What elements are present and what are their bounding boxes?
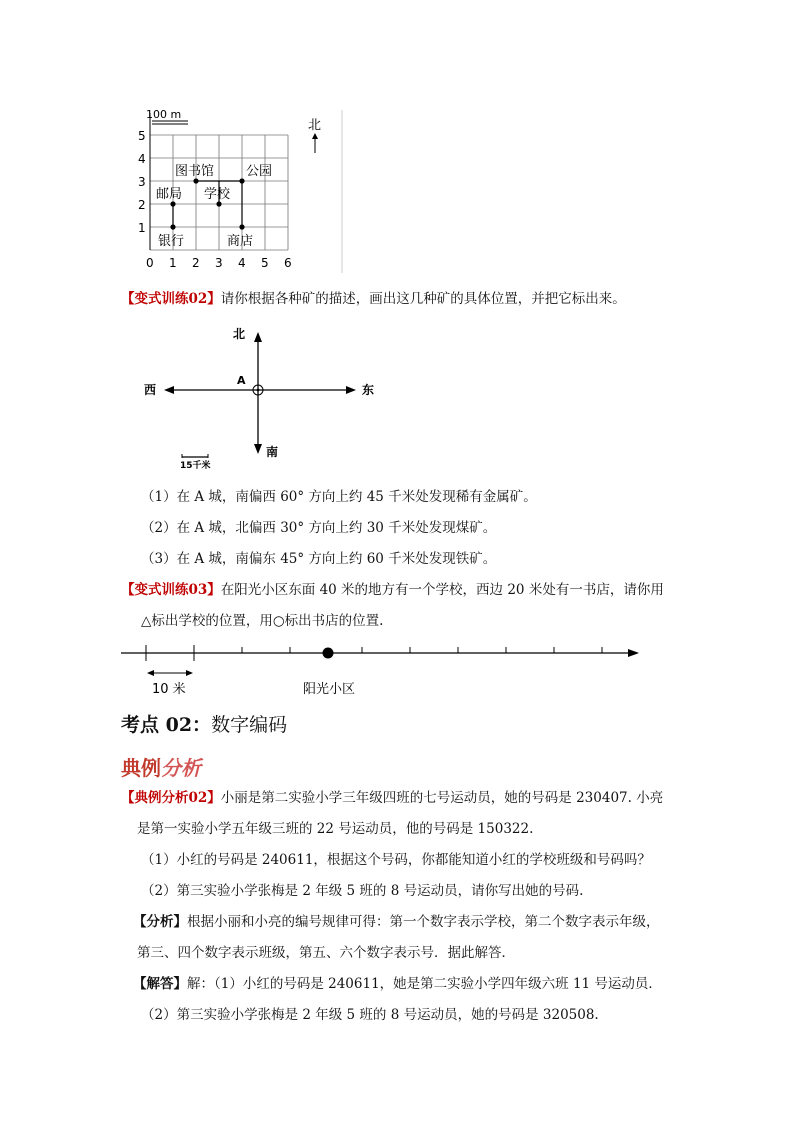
analysis-text1: 根据小丽和小亮的编号规律可得：第一个数字表示学校，第二个数字表示年级，: [187, 914, 660, 930]
y-tick: 3: [138, 175, 146, 189]
exercise03-line1: 在阳光小区东面 40 米的地方有一个学校，西边 20 米处有一书店，请你用: [220, 582, 664, 598]
number-line: [118, 640, 646, 700]
example02-q1: （1）小红的号码是 240611，根据这个号码，你都能知道小红的学校班级和号码吗？: [141, 852, 651, 868]
scale-label: 15千米: [180, 461, 211, 470]
scale-label: 100 m: [146, 108, 182, 121]
analysis-tag: 【分析】: [133, 914, 187, 930]
section-heading: [121, 710, 287, 737]
example02-analysis-line2: 第三、四个数字表示班级，第五、六个数字表示号．据此解答．: [137, 945, 515, 961]
y-tick: 2: [138, 198, 146, 212]
example02-text1: 小丽是第二实验小学三年级四班的七号运动员，她的号码是 230407. 小亮: [220, 790, 664, 806]
example02-analysis-line1: [133, 912, 660, 932]
arrow-right-icon: [628, 649, 639, 657]
point-park: [239, 178, 244, 183]
example02-line1: [121, 788, 663, 808]
community-point-icon: [323, 648, 334, 659]
example02-line2: 是第一实验小学五年级三班的 22 号运动员，他的号码是 150322.: [137, 821, 534, 837]
south-label: 南: [266, 445, 279, 459]
point-bank: [170, 224, 175, 229]
banner-part2: 分析: [161, 756, 201, 780]
x-tick: 3: [215, 256, 223, 270]
label-post-office: 邮局: [156, 187, 183, 202]
example02-tag: 【典例分析02】: [121, 790, 221, 806]
unit-label: 10 米: [152, 682, 186, 697]
exercise03-line2: △标出学校的位置，用○标出书店的位置.: [141, 613, 384, 629]
x-tick: 5: [261, 256, 269, 270]
banner-part1: 典例: [121, 756, 161, 780]
label-bank: 银行: [158, 234, 185, 249]
compass-diagram: [140, 322, 380, 470]
y-tick: 1: [138, 221, 146, 235]
x-tick: 0: [146, 256, 154, 270]
exercise02-item-1: （1）在 A 城，南偏西 60° 方向上约 45 千米处发现稀有金属矿。: [141, 489, 537, 505]
exercise02-text: 请你根据各种矿的描述，画出这几种矿的具体位置，并把它标出来。: [220, 291, 626, 307]
community-label: 阳光小区: [303, 682, 356, 697]
example02-q2: （2）第三实验小学张梅是 2 年级 5 班的 8 号运动员，请你写出她的号码.: [141, 883, 584, 899]
example02-answer-line2: （2）第三实验小学张梅是 2 年级 5 班的 8 号运动员，她的号码是 320508.: [141, 1007, 599, 1023]
point-school: [216, 201, 221, 206]
example-banner: [121, 752, 201, 781]
north-label: 北: [233, 327, 246, 341]
city-a-label: A: [237, 374, 246, 387]
x-tick: 1: [169, 256, 177, 270]
example02-answer-line1: [133, 974, 662, 994]
exercise03-prompt: [121, 580, 664, 600]
label-park: 公园: [246, 164, 273, 179]
answer-tag: 【解答】: [133, 976, 187, 992]
y-tick: 5: [138, 129, 146, 143]
y-tick: 4: [138, 152, 146, 166]
exercise02-item-3: （3）在 A 城，南偏东 45° 方向上约 60 千米处发现铁矿。: [141, 551, 497, 567]
point-post-office: [170, 201, 175, 206]
point-shop: [239, 224, 244, 229]
exercise02-item-2: （2）在 A 城，北偏西 30° 方向上约 30 千米处发现煤矿。: [141, 520, 497, 536]
east-label: 东: [362, 383, 375, 397]
exercise02-tag: 【变式训练02】: [121, 291, 221, 307]
x-tick: 2: [192, 256, 200, 270]
north-label: 北: [308, 118, 322, 133]
label-shop: 商店: [227, 234, 254, 249]
exercise02-prompt: [121, 289, 626, 309]
section-code: 考点 02：: [121, 714, 212, 736]
point-library: [193, 178, 198, 183]
answer-text1: 解：（1）小红的号码是 240611，她是第二实验小学四年级六班 11 号运动员．: [187, 976, 662, 992]
label-school: 学校: [204, 187, 231, 202]
x-tick: 4: [238, 256, 246, 270]
grid-map: [130, 105, 345, 275]
x-tick: 6: [284, 256, 292, 270]
west-label: 西: [144, 383, 157, 397]
label-library: 图书馆: [175, 164, 215, 179]
exercise03-tag: 【变式训练03】: [121, 582, 221, 598]
section-title: 数字编码: [211, 714, 288, 736]
